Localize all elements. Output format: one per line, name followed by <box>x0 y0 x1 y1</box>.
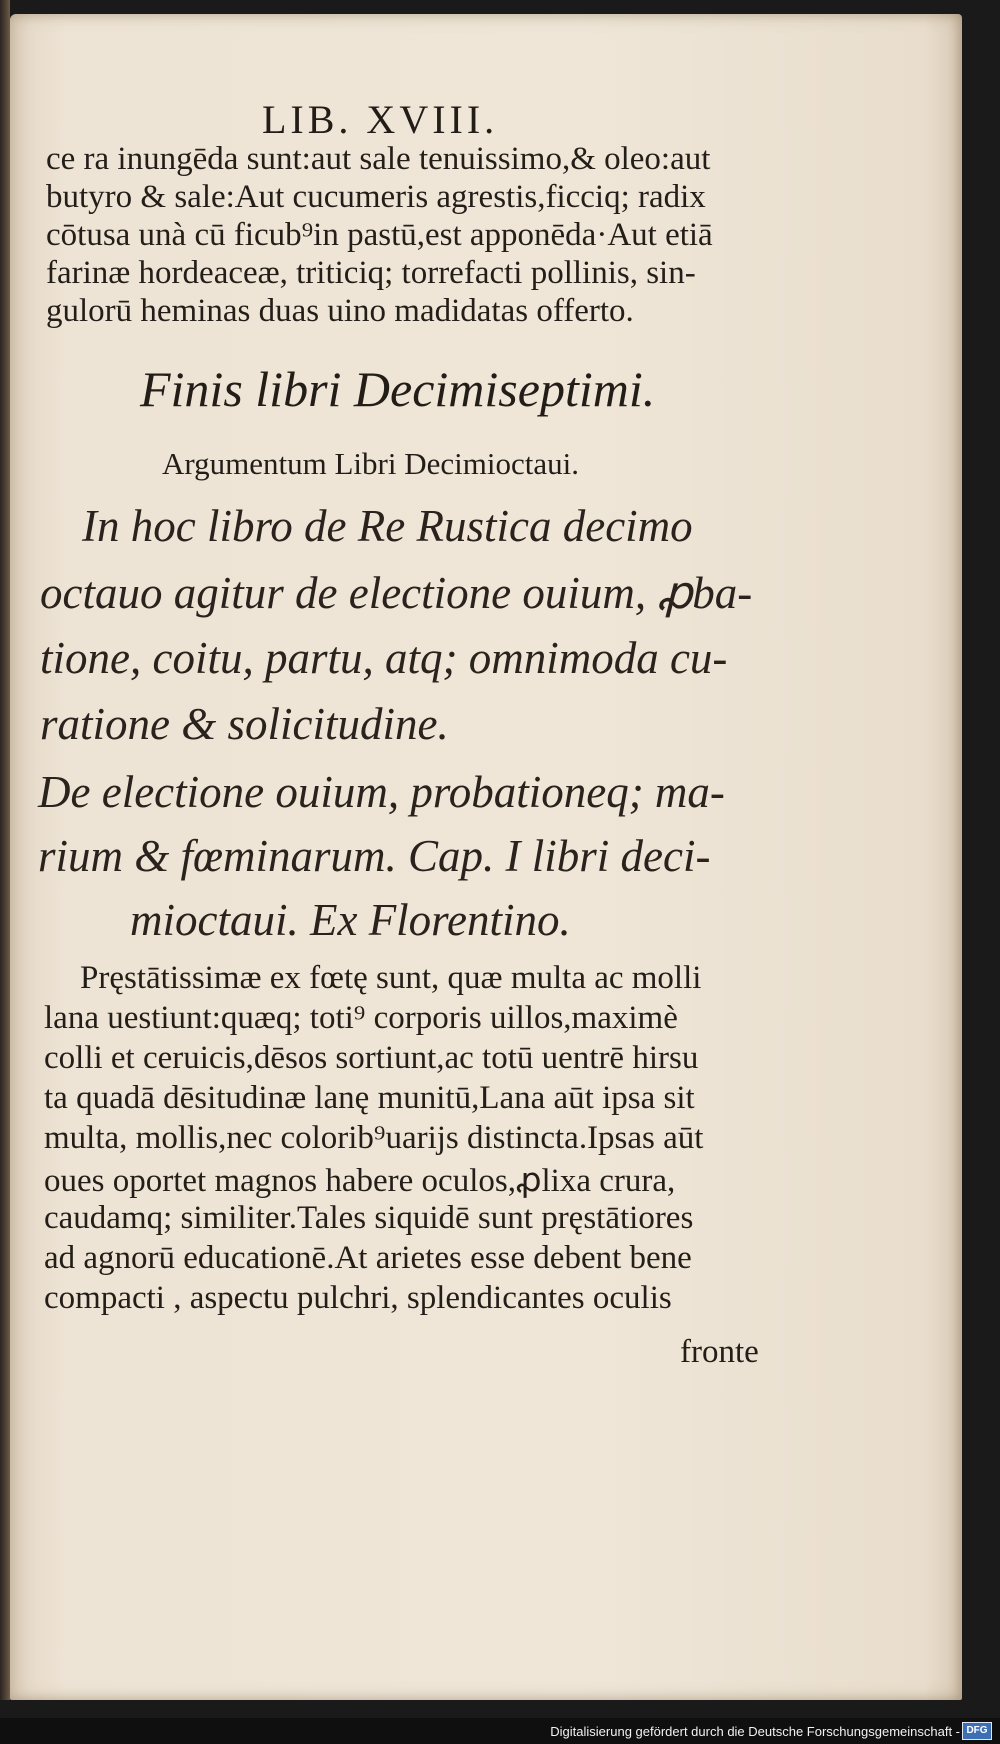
argument-title: Argumentum Libri Decimioctaui. <box>162 446 579 481</box>
chapter-heading-line: rium & fœminarum. Cap. I libri deci- <box>38 831 711 881</box>
text-line: Pręstātissimæ ex fœtę sunt, quæ multa ac molli <box>80 960 702 996</box>
funding-credit: Digitalisierung gefördert durch die Deutsche Forschungsgemeinschaft - <box>550 1724 960 1739</box>
chapter-heading-line: De electione ouium, probationeq; ma- <box>38 767 725 817</box>
text-line: colli et ceruicis,dēsos sortiunt,ac totū uentrē hirsu <box>44 1040 699 1076</box>
text-line: butyro & sale:Aut cucumeris agrestis,ficciq; radix <box>46 179 706 215</box>
text-line: multa, mollis,nec colorib⁹uarijs distincta.Ipsas aūt <box>44 1120 704 1156</box>
text-line: compacti , aspectu pulchri, splendicantes oculis <box>44 1280 672 1316</box>
argument-line: ratione & solicitudine. <box>40 699 449 749</box>
dfg-logo-icon: DFG <box>962 1722 992 1740</box>
text-line: ce ra inungēda sunt:aut sale tenuissimo,& oleo:aut <box>46 141 711 177</box>
text-line: ta quadā dēsitudinæ lanę munitū,Lana aūt ipsa sit <box>44 1080 695 1116</box>
text-line: lana uestiunt:quæq; toti⁹ corporis uillos,maximè <box>44 1000 678 1036</box>
text-line: caudamq; similiter.Tales siquidē sunt pręstātiores <box>44 1200 694 1236</box>
argument-line: In hoc libro de Re Rustica decimo <box>82 501 693 551</box>
text-line: oues oportet magnos habere oculos,ꝓlixa crura, <box>44 1163 676 1199</box>
catchword: fronte <box>680 1334 759 1370</box>
book-end-title: Finis libri Decimiseptimi. <box>140 361 656 417</box>
argument-line: tione, coitu, partu, atq; omnimoda cu- <box>40 633 728 683</box>
text-line: farinæ hordeaceæ, triticiq; torrefacti pollinis, sin- <box>46 255 696 291</box>
argument-line: octauo agitur de electione ouium, ꝓba- <box>40 568 753 618</box>
chapter-heading-line: mioctaui. Ex Florentino. <box>130 895 571 945</box>
book-spine-edge <box>0 0 10 1700</box>
text-line: gulorū heminas duas uino madidatas offerto. <box>46 293 634 329</box>
text-line: cōtusa unà cū ficub⁹in pastū,est apponēda·Aut etiā <box>46 217 713 253</box>
text-line: ad agnorū educationē.At arietes esse debent bene <box>44 1240 692 1276</box>
running-header: LIB. XVIII. <box>262 97 499 142</box>
